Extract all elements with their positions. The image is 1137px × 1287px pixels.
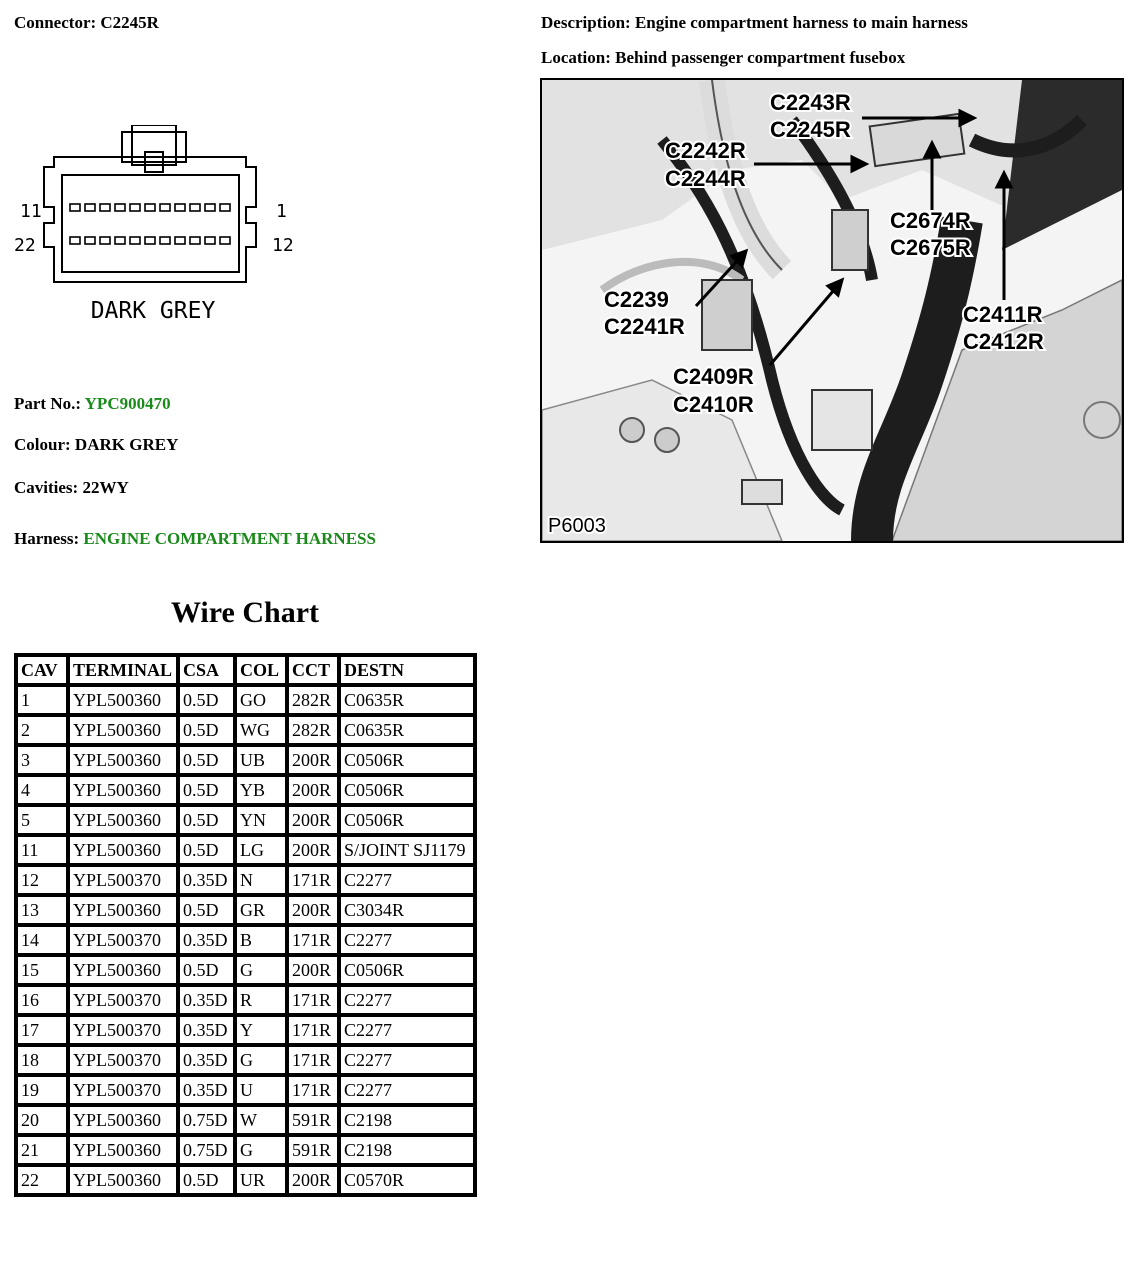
cell-cct: 200R: [287, 1165, 339, 1195]
cell-cav: 4: [16, 775, 68, 805]
cell-csa: 0.35D: [178, 925, 235, 955]
cell-cct: 282R: [287, 685, 339, 715]
cavity-slot: [220, 237, 230, 244]
cell-cct: 171R: [287, 925, 339, 955]
cavity-slot: [115, 237, 125, 244]
pin-label-11: 11: [20, 201, 42, 222]
table-row: [16, 955, 475, 985]
cavity-slot: [175, 237, 185, 244]
location-value: Behind passenger compartment fusebox: [615, 48, 906, 67]
cavity-slot: [190, 237, 200, 244]
cell-terminal: YPL500360: [68, 805, 178, 835]
cell-destn: C0635R: [339, 715, 475, 745]
cell-destn: C0570R: [339, 1165, 475, 1195]
cell-csa: 0.35D: [178, 985, 235, 1015]
cell-col: UB: [235, 745, 287, 775]
cell-terminal: YPL500360: [68, 775, 178, 805]
cell-cct: 200R: [287, 895, 339, 925]
cell-destn: C0506R: [339, 955, 475, 985]
table-row: [16, 1015, 475, 1045]
cell-destn: C3034R: [339, 895, 475, 925]
cell-destn: C0635R: [339, 685, 475, 715]
cell-destn: C2277: [339, 1015, 475, 1045]
cell-csa: 0.5D: [178, 1165, 235, 1195]
cell-cct: 200R: [287, 775, 339, 805]
cell-cav: 16: [16, 985, 68, 1015]
location-line: [541, 48, 905, 68]
wire-chart-title: Wire Chart: [170, 596, 320, 629]
cell-cav: 21: [16, 1135, 68, 1165]
cell-terminal: YPL500370: [68, 925, 178, 955]
cavity-slot: [220, 204, 230, 211]
cell-destn: C2198: [339, 1105, 475, 1135]
cavity-slot: [205, 237, 215, 244]
callout-c2411r: C2411R: [963, 302, 1043, 327]
cavity-slot: [130, 204, 140, 211]
wire-chart-table: [14, 653, 477, 1197]
table-row: [16, 1045, 475, 1075]
cell-cct: 282R: [287, 715, 339, 745]
colour-line: [14, 435, 178, 455]
table-row: [16, 745, 475, 775]
cavity-slot: [100, 204, 110, 211]
cavity-slot: [160, 204, 170, 211]
callout-c2410r: C2410R: [673, 392, 754, 417]
table-row: [16, 1135, 475, 1165]
cell-csa: 0.5D: [178, 835, 235, 865]
table-row: [16, 1075, 475, 1105]
cell-csa: 0.35D: [178, 865, 235, 895]
cavity-slot: [85, 237, 95, 244]
cell-col: G: [235, 1045, 287, 1075]
cell-cct: 171R: [287, 865, 339, 895]
cell-cct: 171R: [287, 1045, 339, 1075]
harness-line: [14, 529, 376, 549]
cell-terminal: YPL500360: [68, 955, 178, 985]
cell-col: U: [235, 1075, 287, 1105]
cell-destn: C2277: [339, 985, 475, 1015]
location-photo: [540, 78, 1124, 543]
cell-cav: 12: [16, 865, 68, 895]
cell-destn: C2277: [339, 1075, 475, 1105]
cell-terminal: YPL500360: [68, 895, 178, 925]
cell-csa: 0.5D: [178, 715, 235, 745]
column-header-cav: CAV: [16, 655, 68, 685]
cell-cct: 200R: [287, 835, 339, 865]
callout-c2674r: C2674R: [890, 208, 971, 233]
column-header-csa: CSA: [178, 655, 235, 685]
cell-csa: 0.75D: [178, 1105, 235, 1135]
cell-destn: C0506R: [339, 775, 475, 805]
column-header-terminal: TERMINAL: [68, 655, 178, 685]
cell-cav: 18: [16, 1045, 68, 1075]
cell-csa: 0.35D: [178, 1015, 235, 1045]
harness-link[interactable]: ENGINE COMPARTMENT HARNESS: [83, 529, 376, 548]
cell-col: YN: [235, 805, 287, 835]
cavity-slot: [70, 237, 80, 244]
cell-destn: C2277: [339, 925, 475, 955]
cell-cct: 591R: [287, 1105, 339, 1135]
cell-col: N: [235, 865, 287, 895]
part-no-label: Part No.:: [14, 394, 82, 413]
part-no-link[interactable]: YPC900470: [84, 394, 171, 413]
description-value: Engine compartment harness to main harness: [634, 13, 968, 32]
callout-c2243r: C2243R: [770, 90, 851, 115]
connector-face-diagram: [14, 125, 314, 330]
cell-cav: 22: [16, 1165, 68, 1195]
cell-terminal: YPL500360: [68, 1165, 178, 1195]
callout-c2244r: C2244R: [665, 166, 746, 191]
cavity-slot: [145, 237, 155, 244]
connector-label: Connector:: [14, 13, 97, 32]
colour-value: DARK GREY: [74, 435, 179, 454]
cell-destn: C2277: [339, 865, 475, 895]
cell-col: W: [235, 1105, 287, 1135]
table-row: [16, 835, 475, 865]
cell-cav: 14: [16, 925, 68, 955]
table-row: [16, 1105, 475, 1135]
cell-destn: S/JOINT SJ1179: [339, 835, 475, 865]
colour-label: Colour:: [14, 435, 71, 454]
cell-csa: 0.75D: [178, 1135, 235, 1165]
cavity-slot: [160, 237, 170, 244]
column-header-col: COL: [235, 655, 287, 685]
callout-c2675r: C2675R: [890, 235, 971, 260]
description-line: [541, 13, 968, 33]
table-row: [16, 715, 475, 745]
cell-col: G: [235, 1135, 287, 1165]
cavity-slot: [85, 204, 95, 211]
cavity-slot: [190, 204, 200, 211]
cavity-slot: [145, 204, 155, 211]
cell-col: LG: [235, 835, 287, 865]
cell-cav: 20: [16, 1105, 68, 1135]
cell-cav: 13: [16, 895, 68, 925]
cell-cav: 17: [16, 1015, 68, 1045]
cell-cct: 591R: [287, 1135, 339, 1165]
cell-col: GR: [235, 895, 287, 925]
callout-c2239: C2239: [604, 287, 669, 312]
part-no-line: [14, 394, 171, 414]
cell-terminal: YPL500370: [68, 865, 178, 895]
cell-cct: 171R: [287, 985, 339, 1015]
cavity-slot: [175, 204, 185, 211]
cell-cav: 5: [16, 805, 68, 835]
callout-c2241r: C2241R: [604, 314, 685, 339]
cell-terminal: YPL500370: [68, 1015, 178, 1045]
connector-value: C2245R: [100, 13, 159, 32]
cavity-slot: [70, 204, 80, 211]
callout-c2245r: C2245R: [770, 117, 851, 142]
description-label: Description:: [541, 13, 631, 32]
harness-label: Harness:: [14, 529, 80, 548]
cell-cav: 3: [16, 745, 68, 775]
cell-cct: 171R: [287, 1075, 339, 1105]
cell-cct: 200R: [287, 745, 339, 775]
cell-col: GO: [235, 685, 287, 715]
cell-cct: 171R: [287, 1015, 339, 1045]
callout-c2412r: C2412R: [963, 329, 1044, 354]
cell-cav: 1: [16, 685, 68, 715]
cell-col: R: [235, 985, 287, 1015]
cell-col: B: [235, 925, 287, 955]
cavity-slot: [130, 237, 140, 244]
cell-terminal: YPL500360: [68, 1135, 178, 1165]
pin-label-12: 12: [272, 235, 294, 256]
table-row: [16, 925, 475, 955]
cell-col: G: [235, 955, 287, 985]
table-row: [16, 805, 475, 835]
cell-terminal: YPL500370: [68, 985, 178, 1015]
table-header-row: [16, 655, 475, 685]
cell-csa: 0.5D: [178, 745, 235, 775]
connector-line: [14, 13, 159, 33]
photo-figure-id: P6003: [548, 515, 606, 537]
cell-csa: 0.5D: [178, 955, 235, 985]
diagram-colour-caption: DARK GREY: [90, 298, 216, 324]
cell-csa: 0.5D: [178, 895, 235, 925]
cavity-slot: [115, 204, 125, 211]
cell-csa: 0.5D: [178, 805, 235, 835]
cell-terminal: YPL500360: [68, 1105, 178, 1135]
pin-label-1: 1: [276, 201, 287, 222]
table-row: [16, 685, 475, 715]
location-label: Location:: [541, 48, 611, 67]
cell-terminal: YPL500360: [68, 685, 178, 715]
cell-terminal: YPL500370: [68, 1075, 178, 1105]
cell-cav: 15: [16, 955, 68, 985]
cell-col: Y: [235, 1015, 287, 1045]
callout-c2409r: C2409R: [673, 364, 754, 389]
cell-csa: 0.35D: [178, 1045, 235, 1075]
cell-terminal: YPL500360: [68, 715, 178, 745]
column-header-cct: CCT: [287, 655, 339, 685]
cell-terminal: YPL500360: [68, 835, 178, 865]
cavity-slot: [205, 204, 215, 211]
cavity-slot: [100, 237, 110, 244]
cell-destn: C0506R: [339, 745, 475, 775]
cell-csa: 0.5D: [178, 685, 235, 715]
cell-col: UR: [235, 1165, 287, 1195]
cell-terminal: YPL500360: [68, 745, 178, 775]
cavities-line: [14, 478, 129, 498]
column-header-destn: DESTN: [339, 655, 475, 685]
table-row: [16, 1165, 475, 1195]
table-row: [16, 865, 475, 895]
cell-destn: C2277: [339, 1045, 475, 1075]
cell-destn: C0506R: [339, 805, 475, 835]
pin-label-22: 22: [14, 235, 36, 256]
cell-csa: 0.5D: [178, 775, 235, 805]
cell-cav: 19: [16, 1075, 68, 1105]
cell-col: YB: [235, 775, 287, 805]
cell-csa: 0.35D: [178, 1075, 235, 1105]
cell-cav: 11: [16, 835, 68, 865]
cell-destn: C2198: [339, 1135, 475, 1165]
cavities-value: 22WY: [82, 478, 129, 497]
cell-col: WG: [235, 715, 287, 745]
cell-cct: 200R: [287, 805, 339, 835]
table-row: [16, 895, 475, 925]
callout-c2242r: C2242R: [665, 138, 746, 163]
table-row: [16, 775, 475, 805]
cell-cct: 200R: [287, 955, 339, 985]
cell-cav: 2: [16, 715, 68, 745]
table-row: [16, 985, 475, 1015]
cell-terminal: YPL500370: [68, 1045, 178, 1075]
cavities-label: Cavities:: [14, 478, 79, 497]
